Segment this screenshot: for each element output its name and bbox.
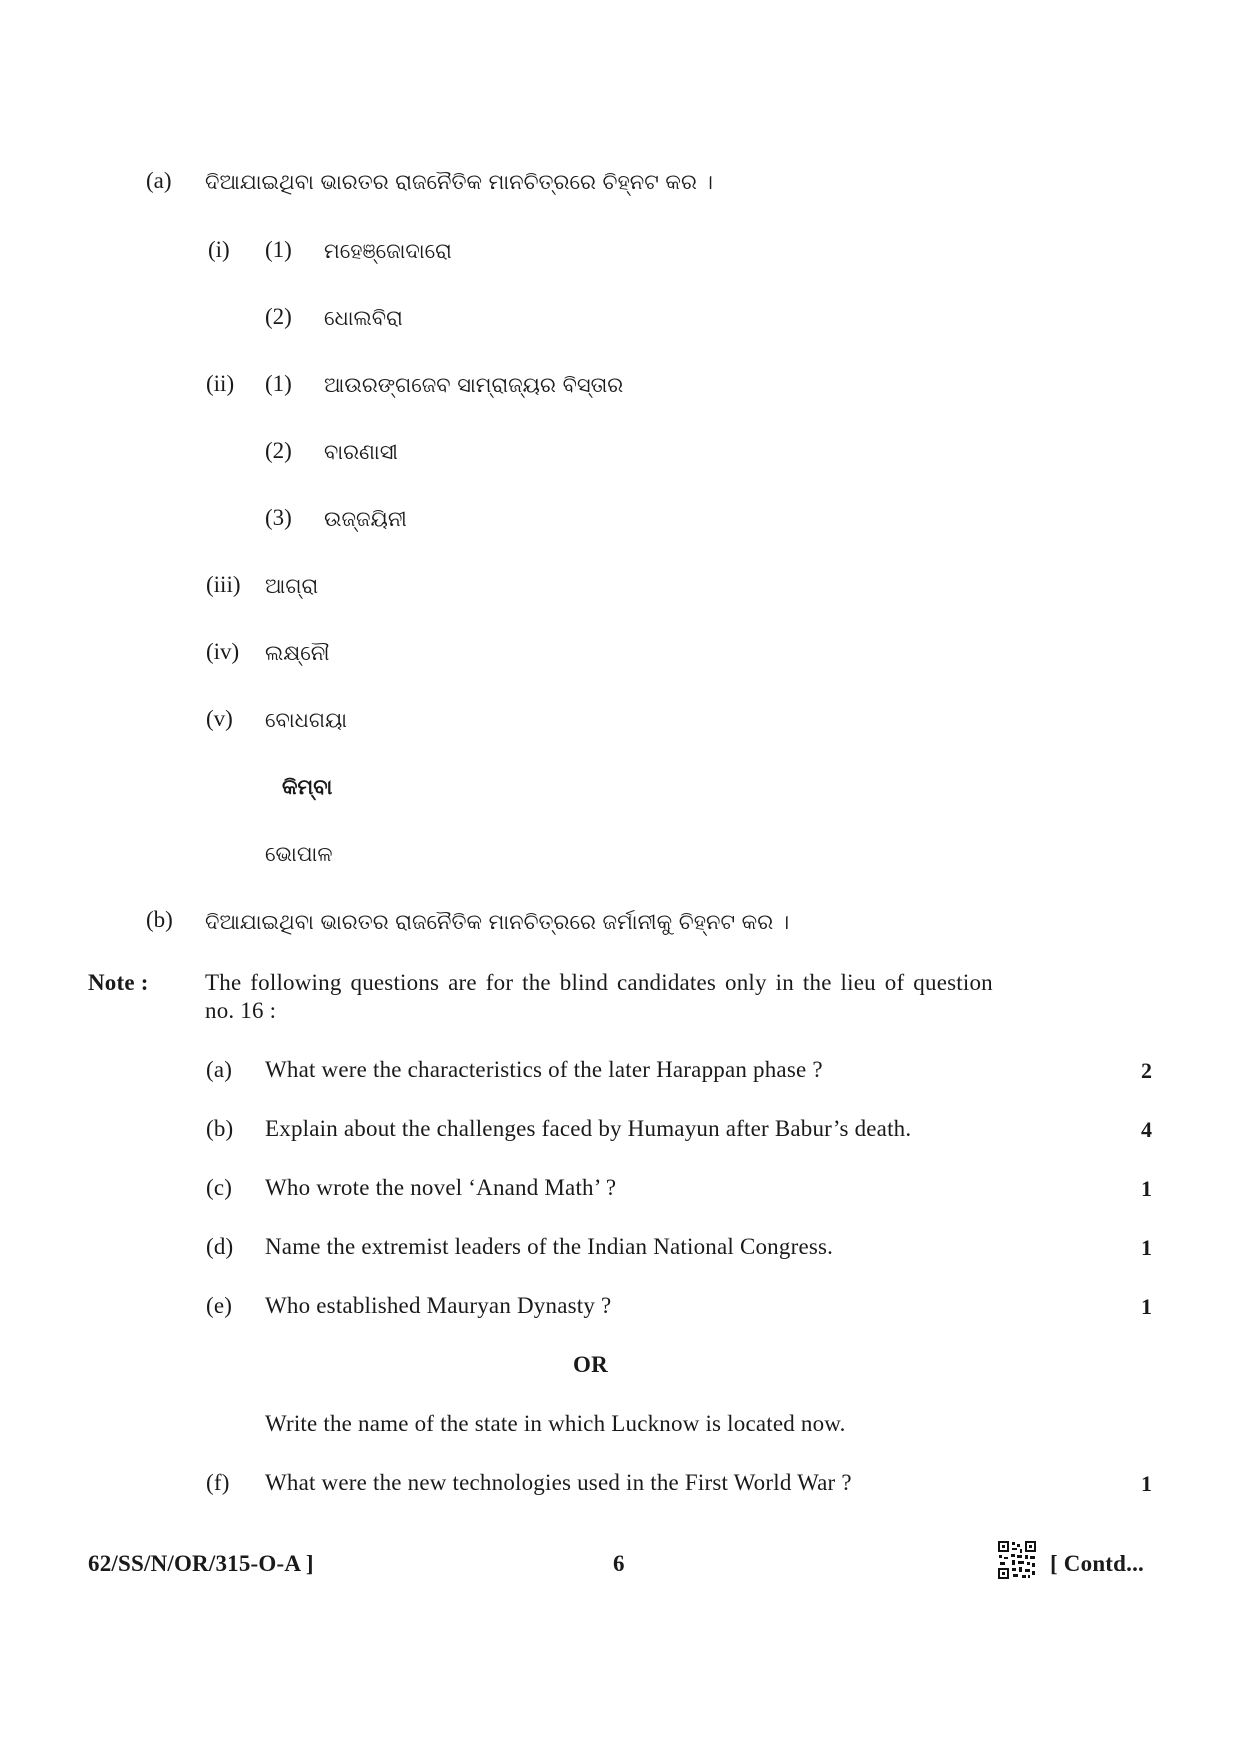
or-label: OR [573,1352,608,1377]
item-text: ଲକ୍ଷ୍ନୌ [265,641,330,665]
page-number: 6 [613,1551,625,1576]
question-label: (a) [206,1057,233,1082]
question-label: (f) [206,1470,230,1495]
part-b-instruction: ଦିଆଯାଇଥିବା ଭାରତର ରାଜନୈତିକ ମାନଚିତ୍ରରେ ଜର୍ମାନୀକୁ ଚିହ୍ନଟ କର । [205,910,790,934]
item-number: (2) [265,304,292,329]
item-text: ଆଉରଙ୍ଗଜେବ ସାମ୍ରାଜ୍ୟର ବିସ୍ତାର [324,373,624,397]
item-number: (2) [265,438,292,463]
part-a-label: (a) [146,168,172,193]
item-text: ଆଗ୍ରା [265,574,319,598]
question-label: (b) [206,1116,234,1141]
alternative-text: ଭୋପାଳ [265,842,333,866]
question-label: (c) [206,1175,233,1200]
or-question-text: Write the name of the state in which Lucknow is located now. [265,1411,846,1436]
item-roman: (ii) [206,371,235,396]
paper-code: 62/SS/N/OR/315-O-A ] [88,1551,314,1576]
question-marks: 1 [1141,1471,1152,1496]
question-text: What were the characteristics of the later Harappan phase ? [265,1057,823,1082]
item-number: (3) [265,505,292,530]
note-line-1: The following questions are for the blind candidates only in the lieu of question [205,970,993,995]
item-roman: (i) [208,237,230,262]
question-marks: 2 [1141,1058,1152,1083]
part-a-instruction: ଦିଆଯାଇଥିବା ଭାରତର ରାଜନୈତିକ ମାନଚିତ୍ରରେ ଚିହ୍ନଟ କର । [205,170,713,194]
question-text: Explain about the challenges faced by Humayun after Babur’s death. [265,1116,912,1141]
question-label: (d) [206,1234,234,1259]
item-text: ଉଜ୍ଜୟିନୀ [324,507,407,531]
item-roman: (iii) [206,572,241,597]
question-text: Who established Mauryan Dynasty ? [265,1293,612,1318]
question-marks: 1 [1141,1235,1152,1260]
question-marks: 1 [1141,1294,1152,1319]
question-text: Who wrote the novel ‘Anand Math’ ? [265,1175,617,1200]
note-label: Note : [88,970,149,995]
item-text: ବୋଧଗୟା [265,708,348,732]
item-number: (1) [265,371,292,396]
question-label: (e) [206,1293,233,1318]
item-roman: (v) [206,706,233,731]
item-text: ଧୋଲବିରା [324,306,403,330]
part-b-label: (b) [146,907,173,932]
continued-label: [ Contd... [1050,1551,1145,1576]
or-word-odia: କିମ୍ବା [282,775,333,799]
question-text: What were the new technologies used in the First World War ? [265,1470,852,1495]
question-marks: 4 [1141,1117,1152,1142]
note-line-2: no. 16 : [205,998,277,1023]
item-roman: (iv) [206,639,240,664]
item-text: ବାରଣାସୀ [324,440,398,464]
question-text: Name the extremist leaders of the Indian National Congress. [265,1234,834,1259]
item-text: ମହେଞ୍ଜୋଦାରୋ [324,239,452,263]
question-marks: 1 [1141,1176,1152,1201]
item-number: (1) [265,237,292,262]
qr-code-icon [997,1540,1037,1580]
